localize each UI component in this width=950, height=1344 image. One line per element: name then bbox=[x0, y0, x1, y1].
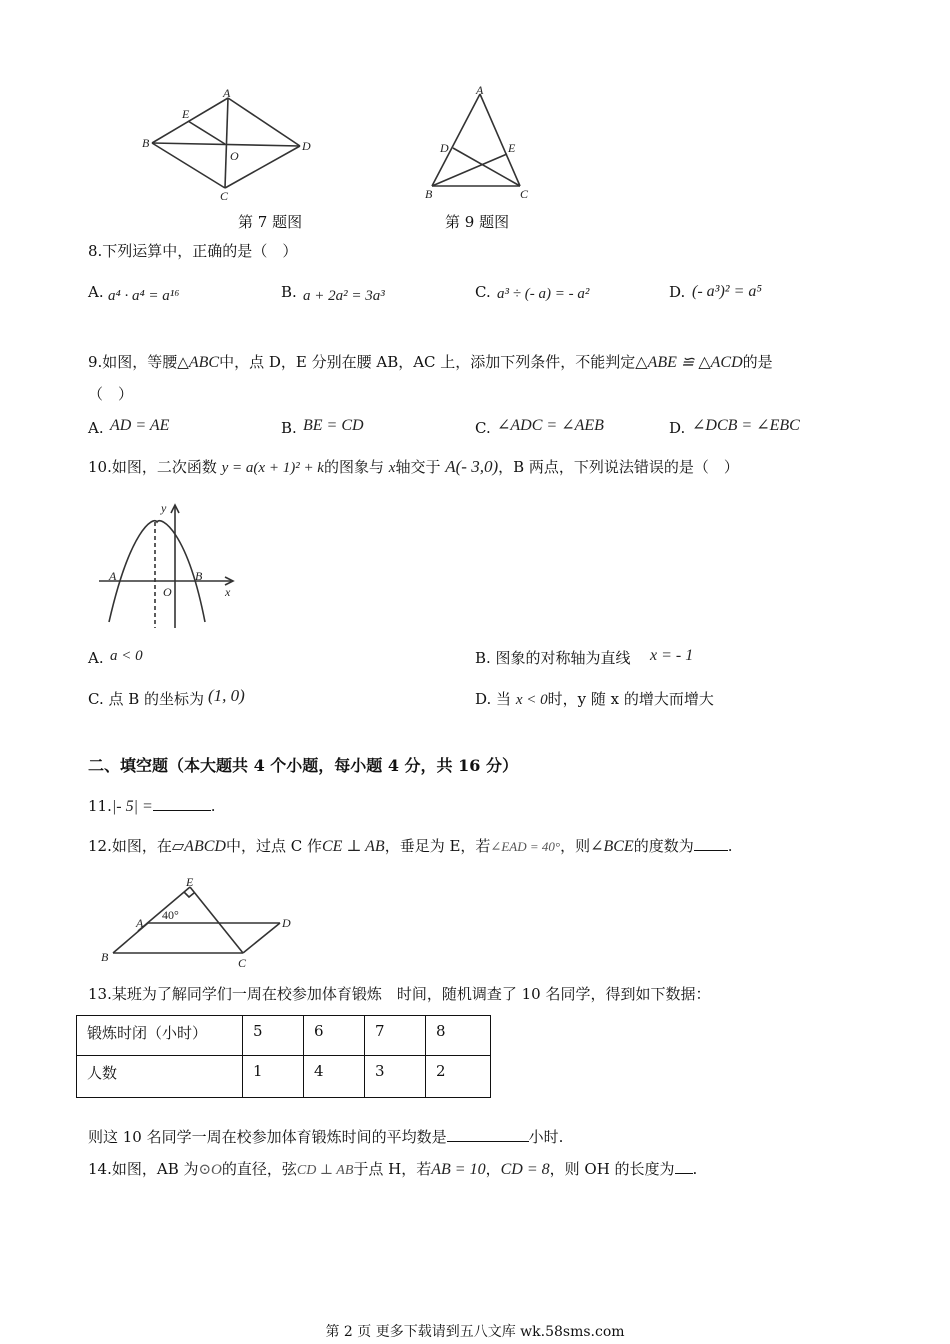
label-C: C bbox=[238, 956, 247, 967]
q9-stem bbox=[88, 352, 773, 373]
caption-fig7: 第 7 题图 bbox=[238, 213, 303, 231]
q10-stem bbox=[88, 457, 739, 478]
q9-option-b: BE = CD bbox=[303, 417, 364, 434]
q11 bbox=[88, 796, 216, 817]
q10-function: y = a(x + 1)² + k bbox=[221, 460, 324, 476]
label-B: B bbox=[195, 569, 203, 583]
q9-stem-part1: 9.如图，等腰△ bbox=[88, 353, 189, 371]
q10-option-b: x = - 1 bbox=[650, 647, 694, 664]
q13-stem: 13.某班为了解同学们一周在校参加体育锻炼 时间，随机调查了 10 名同学，得到如下数据： bbox=[88, 985, 711, 1003]
label-x: x bbox=[225, 585, 231, 599]
q14-sep: ， bbox=[485, 1160, 501, 1178]
label-B: B bbox=[142, 136, 150, 150]
table-cell: 6 bbox=[304, 1016, 365, 1056]
q14-circle: ⊙O bbox=[198, 1162, 222, 1178]
label-angle: 40° bbox=[162, 908, 179, 922]
q9-option-d-label: D. bbox=[669, 419, 686, 437]
table-cell: 1 bbox=[243, 1056, 304, 1098]
q8-option-a-label: A. bbox=[88, 283, 104, 301]
q13-tail bbox=[88, 1127, 563, 1147]
q10-stem-part4: ，B 两点，下列说法错误的是（ ） bbox=[498, 458, 739, 476]
label-D: D bbox=[282, 916, 291, 930]
label-B: B bbox=[425, 187, 433, 201]
table-cell: 锻炼时闭（小时） bbox=[77, 1016, 243, 1056]
table-cell: 8 bbox=[426, 1016, 491, 1056]
q10-point-a: A(- 3,0) bbox=[445, 457, 499, 476]
q10-stem-part3: 轴交于 bbox=[395, 458, 441, 476]
q12-angle: ∠EAD = 40° bbox=[490, 839, 561, 854]
label-A: A bbox=[476, 83, 484, 97]
label-A: A bbox=[136, 916, 144, 930]
q9-stem-part2: 中，点 D，E 分别在腰 AB，AC 上，添加下列条件，不能判定 bbox=[219, 353, 636, 371]
label-y: y bbox=[161, 501, 167, 515]
label-A: A bbox=[223, 88, 231, 100]
q14-suffix: . bbox=[692, 1160, 698, 1178]
q9-option-b-label: B. bbox=[281, 419, 297, 437]
table-cell: 人数 bbox=[77, 1056, 243, 1098]
q8-option-c-label: C. bbox=[475, 283, 491, 301]
q12-part5: 的度数为 bbox=[633, 837, 694, 855]
q9-stem-paren: （ ） bbox=[88, 385, 134, 403]
q12-stem bbox=[88, 836, 733, 857]
q8-option-d-label: D. bbox=[669, 283, 686, 301]
q12-target: ∠BCE bbox=[590, 838, 634, 855]
q11-blank[interactable] bbox=[153, 796, 211, 811]
table-row bbox=[77, 1016, 491, 1056]
label-B: B bbox=[101, 950, 109, 964]
q10-option-b-label: B. 图象的对称轴为直线 bbox=[475, 649, 631, 667]
q13-tail-prefix: 则这 10 名同学一周在校参加体育锻炼时间的平均数是 bbox=[88, 1128, 447, 1146]
q14-chord: CD ⊥ AB bbox=[296, 1163, 354, 1178]
q14-part1: 14.如图，AB 为 bbox=[88, 1160, 199, 1178]
q10-x: x bbox=[388, 460, 396, 476]
table-cell: 2 bbox=[426, 1056, 491, 1098]
q9-option-c-label: C. bbox=[475, 419, 491, 437]
q14-ab: AB = 10 bbox=[431, 1161, 486, 1178]
q9-option-d: ∠DCB = ∠EBC bbox=[692, 417, 800, 434]
figure-q12 bbox=[98, 875, 298, 967]
q9-option-c: ∠ADC = ∠AEB bbox=[497, 417, 604, 434]
label-D: D bbox=[440, 141, 449, 155]
table-cell: 3 bbox=[365, 1056, 426, 1098]
q9-stem-part3: 的是 bbox=[742, 353, 773, 371]
figure-q7 bbox=[140, 88, 320, 208]
table-cell: 5 bbox=[243, 1016, 304, 1056]
q10-option-c-label: C. 点 B 的坐标为 bbox=[88, 690, 205, 708]
label-C: C bbox=[520, 187, 529, 201]
page-footer: 第 2 页 更多下载请到五八文库 wk.58sms.com bbox=[325, 1324, 625, 1340]
q10-option-d-label: D. 当 bbox=[475, 690, 512, 708]
q8-option-d: (- a³)² = a⁵ bbox=[692, 283, 762, 300]
q8-option-b-label: B. bbox=[281, 283, 297, 301]
q14-part2: 的直径，弦 bbox=[221, 1160, 297, 1178]
q12-part3: ，垂足为 E，若 bbox=[384, 837, 491, 855]
q10-option-a: a < 0 bbox=[110, 648, 143, 664]
label-O: O bbox=[230, 149, 239, 163]
q8-option-c: a³ ÷ (- a) = - a² bbox=[497, 286, 590, 302]
q12-part2: 中，过点 C 作 bbox=[225, 837, 322, 855]
q14-blank[interactable] bbox=[675, 1159, 693, 1174]
q8-stem: 8.下列运算中，正确的是（ ） bbox=[88, 242, 298, 260]
q14-stem bbox=[88, 1159, 697, 1181]
q10-stem-part1: 10.如图，二次函数 bbox=[88, 458, 217, 476]
caption-fig9: 第 9 题图 bbox=[445, 213, 510, 231]
label-E: E bbox=[182, 107, 190, 121]
table-cell: 4 bbox=[304, 1056, 365, 1098]
q12-part4: ，则 bbox=[560, 837, 591, 855]
label-E: E bbox=[508, 141, 516, 155]
q10-option-d-tail: 时，y 随 x 的增大而增大 bbox=[547, 690, 714, 708]
label-E: E bbox=[186, 875, 194, 889]
q8-option-b: a + 2a² = 3a³ bbox=[303, 288, 385, 304]
q10-option-a-label: A. bbox=[88, 649, 104, 667]
q10-stem-part2: 的图象与 bbox=[323, 458, 384, 476]
q14-cd: CD = 8 bbox=[500, 1161, 550, 1178]
q13-tail-suffix: 小时. bbox=[528, 1128, 564, 1146]
figure-q10 bbox=[95, 500, 245, 630]
label-A: A bbox=[109, 569, 117, 583]
label-O: O bbox=[163, 585, 172, 599]
q12-perp: CE ⊥ AB bbox=[321, 838, 385, 855]
q9-stem-abc: ABC bbox=[188, 354, 220, 371]
q8-option-a: a⁴ · a⁴ = a¹⁶ bbox=[108, 288, 180, 304]
q10-option-c: (1, 0) bbox=[208, 686, 245, 705]
label-C: C bbox=[220, 189, 229, 203]
q12-blank[interactable] bbox=[694, 836, 728, 851]
table-cell: 7 bbox=[365, 1016, 426, 1056]
q9-option-a-label: A. bbox=[88, 419, 104, 437]
q13-blank[interactable] bbox=[447, 1127, 529, 1142]
label-D: D bbox=[302, 139, 311, 153]
figure-q9 bbox=[420, 82, 540, 202]
q10-option-d-math: x < 0 bbox=[515, 692, 548, 708]
q11-math: |- 5| = bbox=[111, 798, 153, 815]
q12-parallelogram: ▱ABCD bbox=[171, 838, 226, 855]
q14-part3: 于点 H，若 bbox=[353, 1160, 432, 1178]
q13-data-table bbox=[76, 1015, 491, 1098]
q9-stem-congruence: △ABE ≌ △ACD bbox=[635, 354, 743, 371]
q12-suffix: . bbox=[727, 837, 733, 855]
q11-suffix: . bbox=[210, 797, 216, 815]
q14-part4: ，则 OH 的长度为 bbox=[549, 1160, 675, 1178]
q12-part1: 12.如图，在 bbox=[88, 837, 172, 855]
q10-option-d bbox=[475, 689, 714, 710]
table-row bbox=[77, 1056, 491, 1098]
q11-prefix: 11. bbox=[88, 797, 112, 815]
section-title: 二、填空题（本大题共 4 个小题，每小题 4 分，共 16 分） bbox=[88, 756, 518, 775]
q9-option-a: AD = AE bbox=[110, 417, 170, 434]
